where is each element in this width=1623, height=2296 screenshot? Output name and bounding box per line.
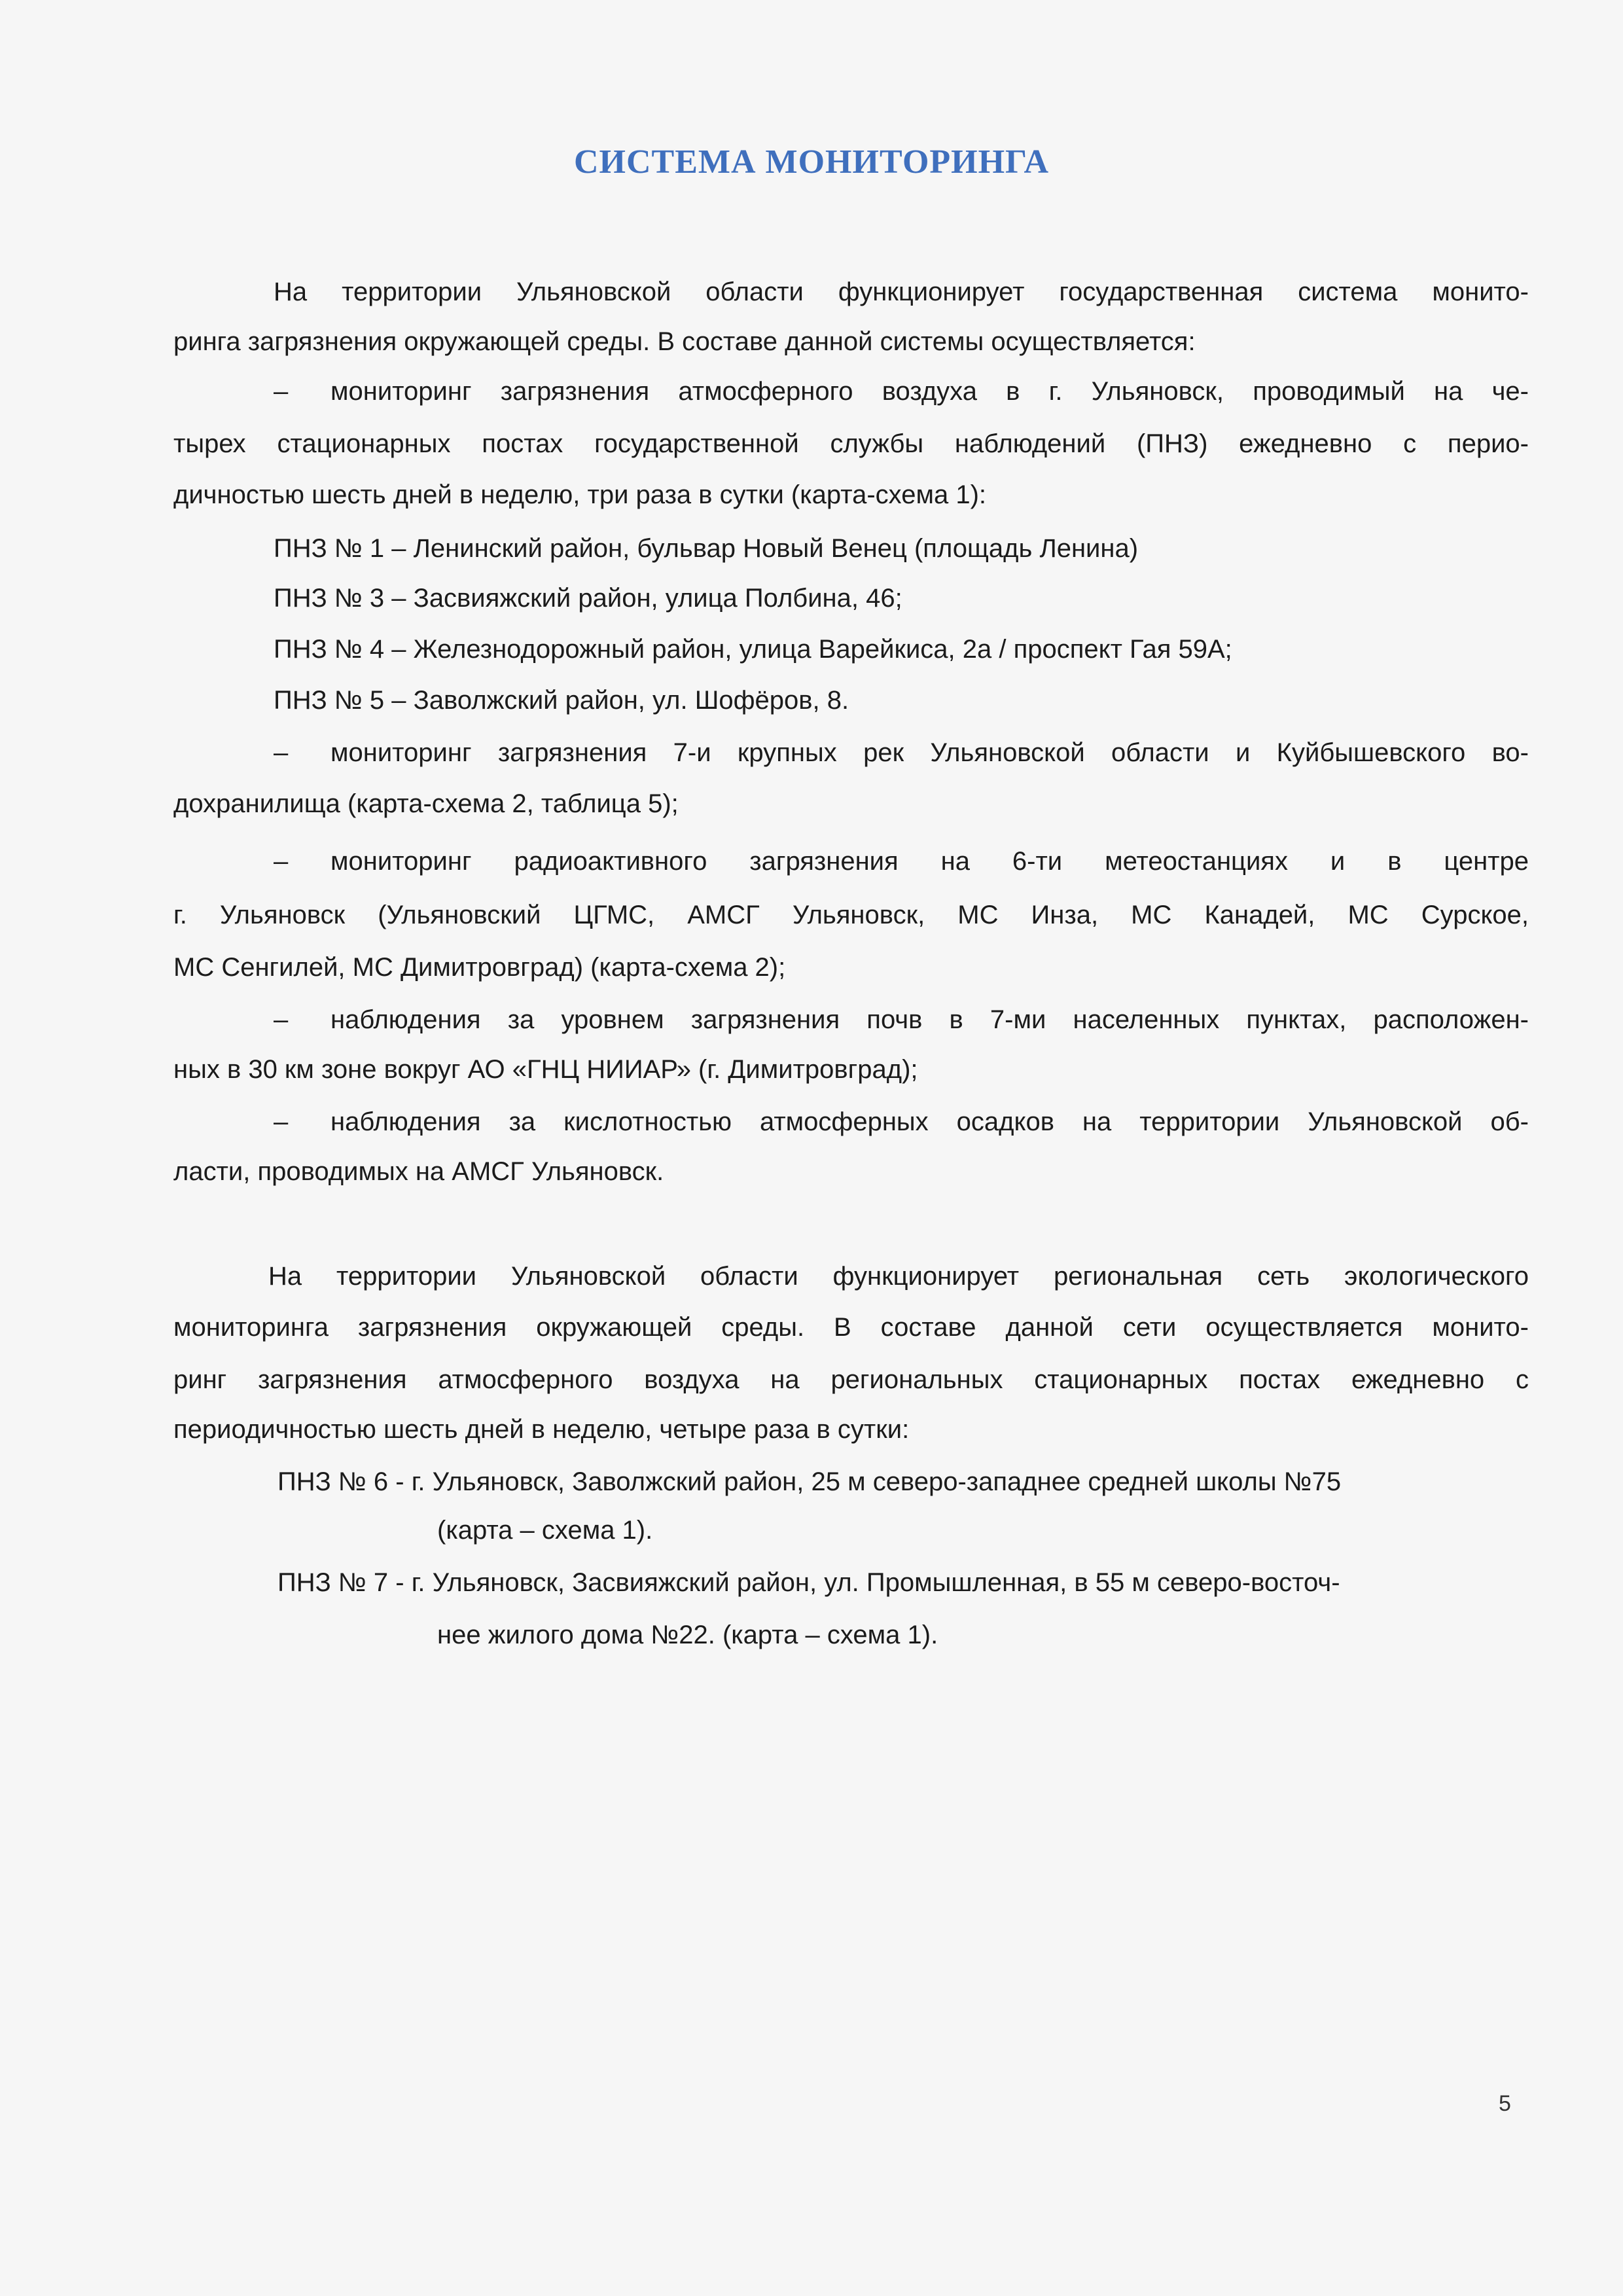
item1-line-2: тырех стационарных постах государственной службы наблюдений (ПНЗ) ежедневно с перио- [173,429,1529,458]
item2-line-1: мониторинг загрязнения 7-и крупных рек Ульяновской области и Куйбышевского во- [330,738,1529,767]
item4-line-1: наблюдения за уровнем загрязнения почв в 7-ми населенных пунктах, расположен- [330,1005,1529,1034]
post-6-line-2: (карта – схема 1). [437,1516,653,1545]
section2-line-3: ринг загрязнения атмосферного воздуха на региональных стационарных постах ежедневно с [173,1365,1529,1394]
post-4: ПНЗ № 4 – Железнодорожный район, улица Варейкиса, 2а / проспект Гая 59А; [274,635,1232,664]
item1-line-3: дичностью шесть дней в неделю, три раза в сутки (карта-схема 1): [173,480,987,509]
intro-line-2: ринга загрязнения окружающей среды. В составе данной системы осуществляется: [173,327,1196,356]
item3-line-1: мониторинг радиоактивного загрязнения на 6-ти метеостанциях и в центре [330,847,1529,876]
section2-line-4: периодичностью шесть дней в неделю, четыре раза в сутки: [173,1415,910,1444]
item1-line-1: мониторинг загрязнения атмосферного воздуха в г. Ульяновск, проводимый на че- [330,377,1529,406]
post-6-line-1: ПНЗ № 6 - г. Ульяновск, Заволжский район, 25 м северо-западнее средней школы №75 [277,1467,1342,1496]
list-marker: – [274,1005,289,1034]
section2-line-1: На территории Ульяновской области функционирует региональная сеть экологического [268,1262,1529,1291]
item4-line-2: ных в 30 км зоне вокруг АО «ГНЦ НИИАР» (г. Димитровград); [173,1055,918,1084]
item5-line-1: наблюдения за кислотностью атмосферных осадков на территории Ульяновской об- [330,1107,1529,1136]
list-marker: – [274,1107,289,1136]
item3-line-2: г. Ульяновск (Ульяновский ЦГМС, АМСГ Ульяновск, МС Инза, МС Канадей, МС Сурское, [173,901,1529,929]
post-5: ПНЗ № 5 – Заволжский район, ул. Шофёров, 8. [274,686,849,715]
post-7-line-2: нее жилого дома №22. (карта – схема 1). [437,1621,938,1649]
post-1: ПНЗ № 1 – Ленинский район, бульвар Новый Венец (площадь Ленина) [274,534,1139,563]
item2-line-2: дохранилища (карта-схема 2, таблица 5); [173,789,679,818]
list-marker: – [274,377,289,406]
post-3: ПНЗ № 3 – Засвияжский район, улица Полбина, 46; [274,584,902,613]
item3-line-3: МС Сенгилей, МС Димитровград) (карта-схема 2); [173,953,786,982]
page-title: СИСТЕМА МОНИТОРИНГА [573,143,1050,181]
list-marker: – [274,738,289,767]
item5-line-2: ласти, проводимых на АМСГ Ульяновск. [173,1157,664,1186]
intro-line-1: На территории Ульяновской области функционирует государственная система монито- [274,278,1529,306]
post-7-line-1: ПНЗ № 7 - г. Ульяновск, Засвияжский район, ул. Промышленная, в 55 м северо-восточ- [277,1568,1340,1597]
list-marker: – [274,847,289,876]
page-number: 5 [1499,2091,1511,2116]
section2-line-2: мониторинга загрязнения окружающей среды. В составе данной сети осуществляется монито- [173,1313,1529,1342]
